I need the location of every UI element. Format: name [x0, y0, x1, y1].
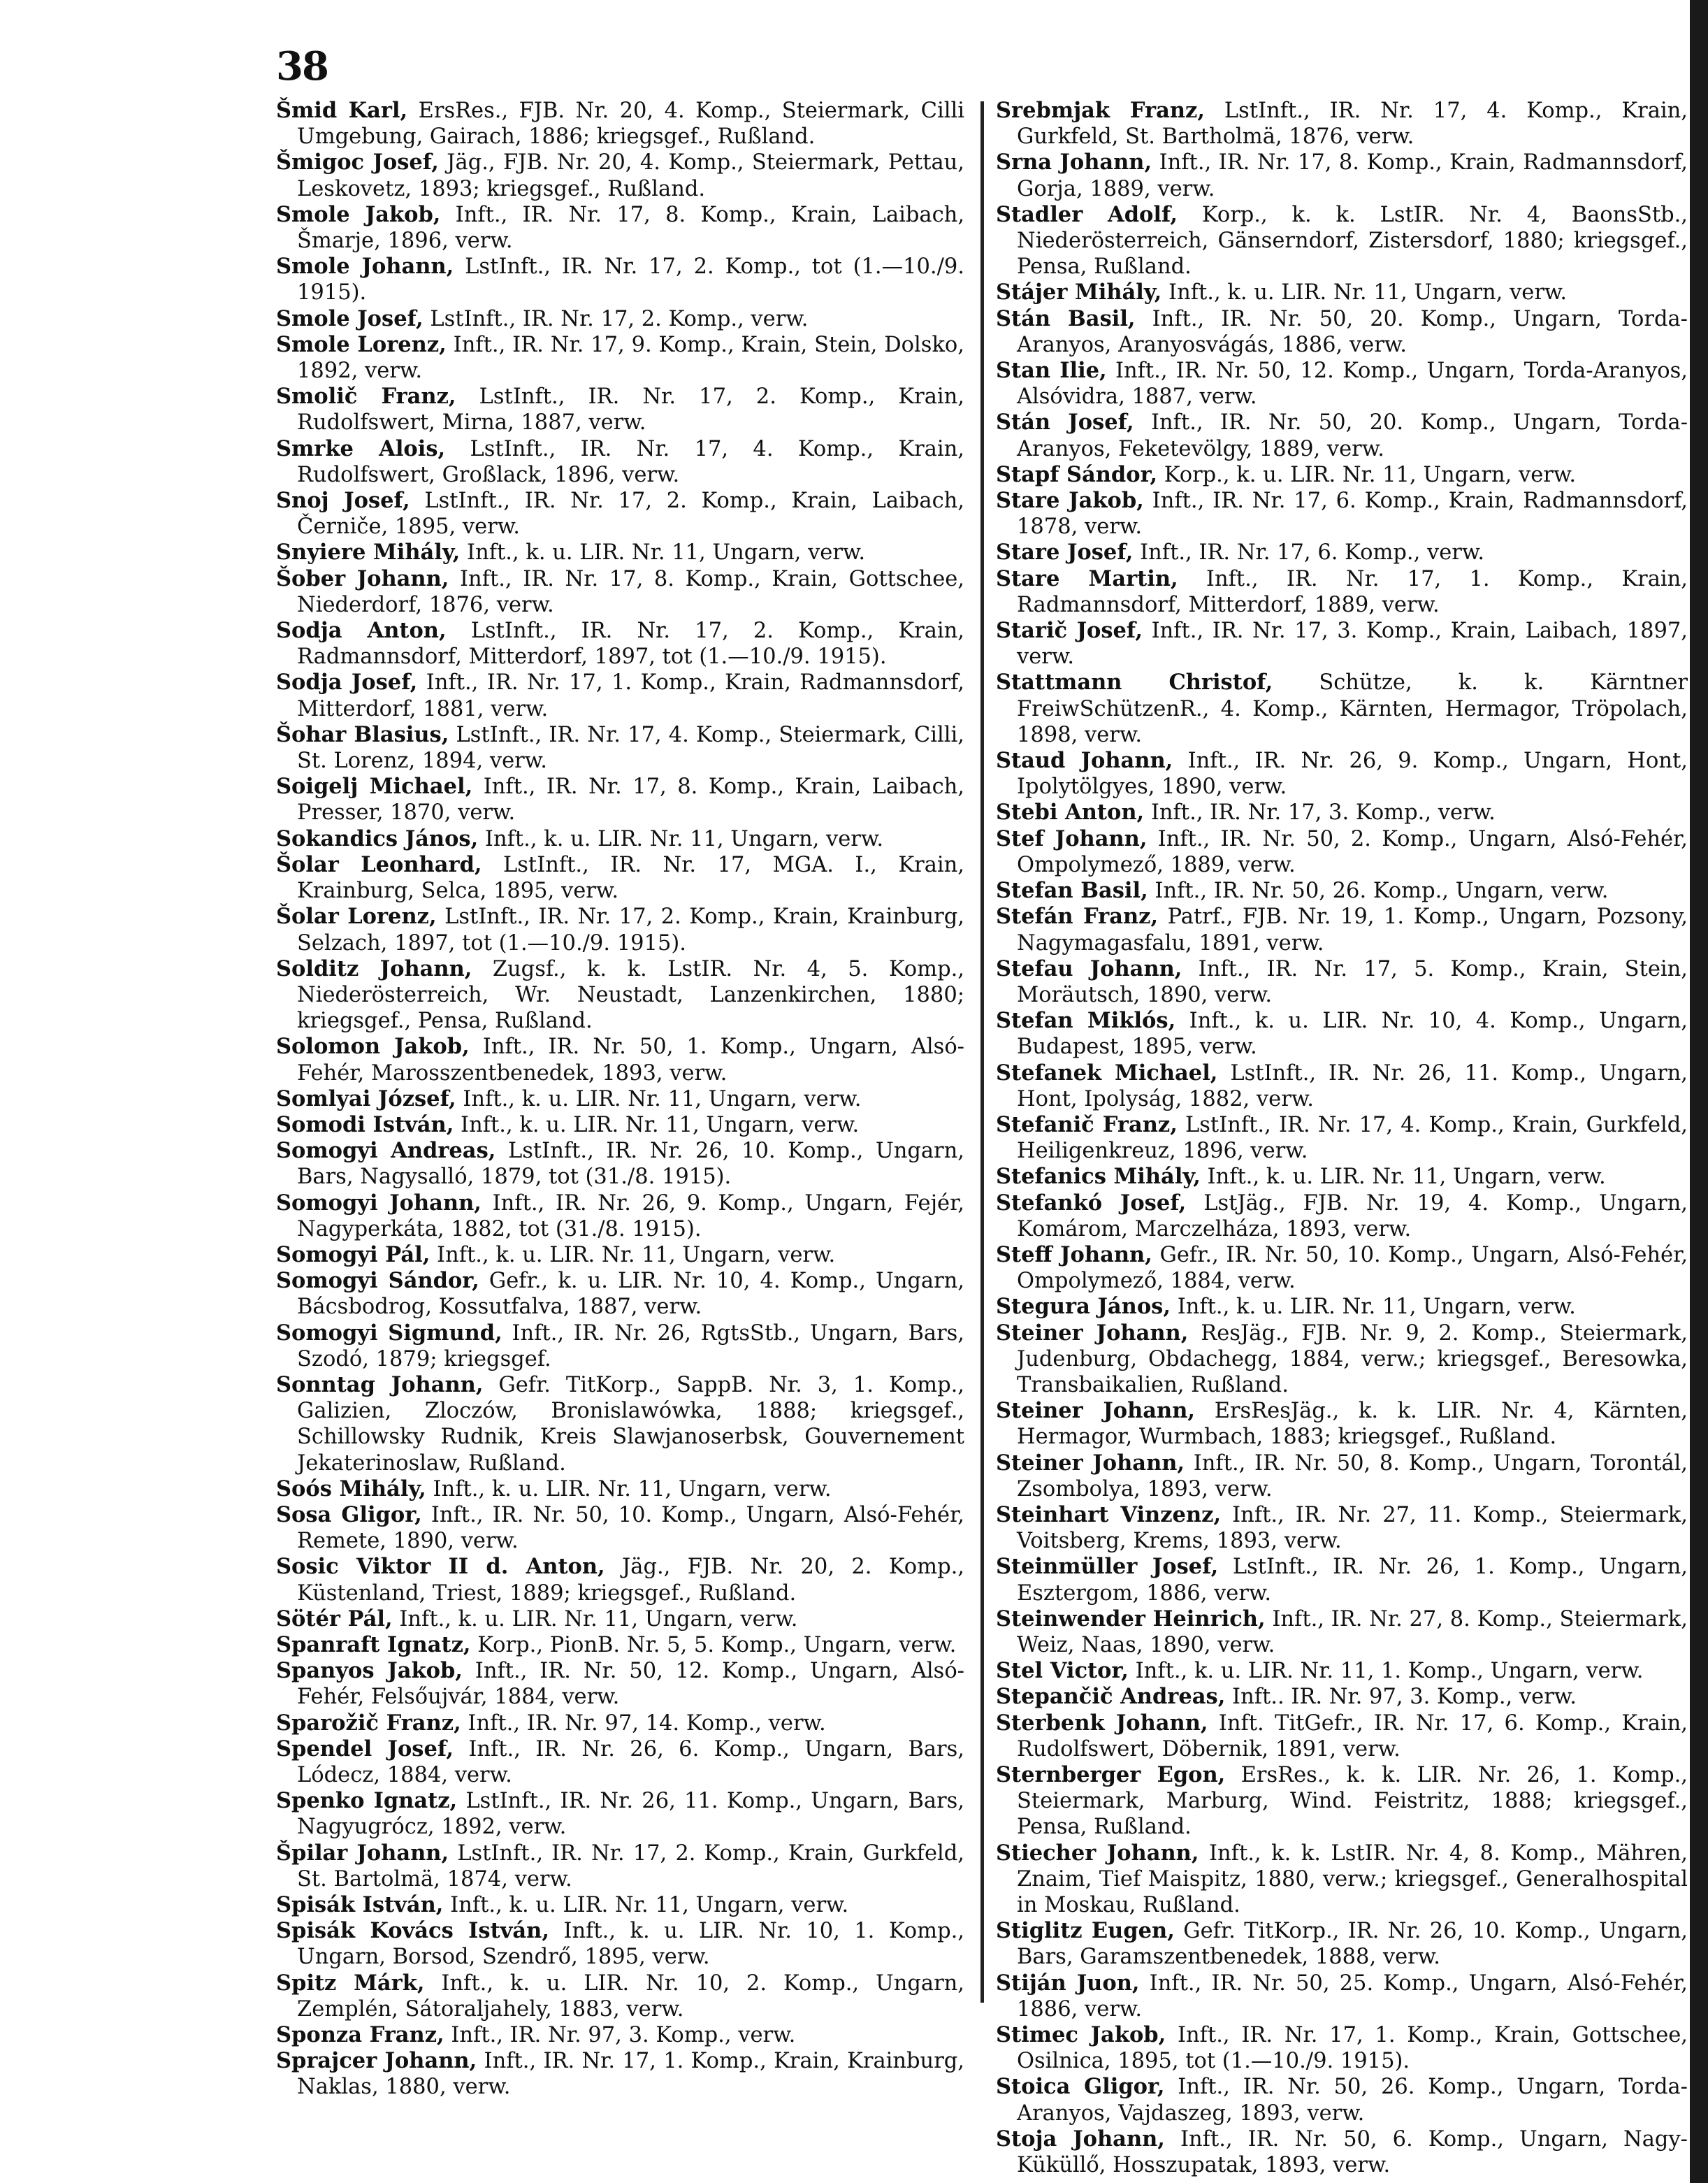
entry-name: Spanraft Ignatz,	[276, 1631, 471, 1657]
entry-name: Spenko Ignatz,	[276, 1788, 458, 1814]
entry-name: Stel Victor,	[996, 1658, 1129, 1684]
entry-details: Inft., IR. Nr. 26, 6. Komp., Ungarn, Bars, Lódecz, 1884, verw.	[297, 1736, 964, 1787]
list-entry	[996, 618, 1688, 670]
entry-details: Inft., IR. Nr. 50, 10. Komp., Ungarn, Alsó-Fehér, Remete, 1890, verw.	[297, 1502, 964, 1554]
entry-name: Somogyi Johann,	[276, 1190, 482, 1216]
list-entry	[996, 800, 1688, 826]
list-entry	[276, 1268, 964, 1320]
entry-details: Inft., k. u. LIR. Nr. 11, 1. Komp., Ungarn, verw.	[1135, 1659, 1644, 1684]
list-entry	[276, 566, 964, 618]
list-entry	[996, 540, 1688, 565]
entry-name: Spisák István,	[276, 1892, 444, 1918]
list-entry	[276, 1034, 964, 1086]
entry-details: Zugsf., k. k. LstIR. Nr. 4, 5. Komp., Niederösterreich, Wr. Neustadt, Lanzenkirchen, 1880; kriegsgef., Pensa, Rußland.	[297, 956, 964, 1034]
entry-details: Inft., k. u. LIR. Nr. 11, Ungarn, verw.	[1177, 1295, 1576, 1320]
entry-name: Stegura János,	[996, 1294, 1171, 1320]
page-number: 38	[276, 43, 328, 89]
entry-details: Inft., k. u. LIR. Nr. 11, Ungarn, verw.	[433, 1476, 832, 1501]
entry-details: Inft., IR. Nr. 97, 3. Komp., verw.	[451, 2023, 796, 2048]
entry-details: Inft., k. u. LIR. Nr. 11, Ungarn, verw.	[467, 540, 866, 565]
entry-name: Stoica Gligor,	[996, 2074, 1165, 2100]
entry-name: Solditz Johann,	[276, 956, 472, 981]
entry-name: Steiner Johann,	[996, 1398, 1196, 1424]
entry-name: Smolič Franz,	[276, 384, 456, 410]
list-entry	[276, 826, 964, 852]
entry-name: Stef Johann,	[996, 826, 1148, 851]
entry-name: Stiján Juon,	[996, 1970, 1140, 1996]
list-entry	[276, 384, 964, 435]
entry-name: Snoj Josef,	[276, 488, 410, 514]
entry-details: Jäg., FJB. Nr. 20, 4. Komp., Steiermark, Pettau, Leskovetz, 1893; kriegsgef., Rußland.	[297, 150, 964, 201]
entry-details: Jäg., FJB. Nr. 20, 2. Komp., Küstenland, Triest, 1889; kriegsgef., Rußland.	[297, 1555, 964, 1606]
entry-name: Stán Josef,	[996, 410, 1134, 435]
list-entry	[276, 1138, 964, 1190]
entry-name: Spitz Márk,	[276, 1970, 425, 1996]
entry-name: Steiner Johann,	[996, 1450, 1185, 1476]
entry-details: LstInft., IR. Nr. 17, 4. Komp., Krain, Rudolfswert, Großlack, 1896, verw.	[297, 436, 964, 487]
entry-name: Stebi Anton,	[996, 800, 1145, 826]
list-entry	[276, 1918, 964, 1970]
entry-details: Inft., k. k. LstIR. Nr. 4, 8. Komp., Mähren, Znaim, Tief Maispitz, 1880, verw.; kriegsgef., Generalhospital in Moskau, Rußland.	[1017, 1840, 1688, 1918]
entry-details: LstInft., IR. Nr. 17, 2. Komp., tot (1.—10./9. 1915).	[297, 254, 965, 305]
entry-details: Inft., IR. Nr. 50, 20. Komp., Ungarn, Torda-Aranyos, Feketevölgy, 1889, verw.	[1017, 410, 1688, 461]
entry-name: Šohar Blasius,	[276, 721, 449, 747]
entry-name: Srebmjak Franz,	[996, 98, 1205, 123]
list-entry	[996, 1450, 1688, 1502]
entry-name: Stiecher Johann,	[996, 1840, 1199, 1866]
entry-details: LstInft., IR. Nr. 17, 2. Komp., Krain, Gurkfeld, St. Bartolmä, 1874, verw.	[297, 1840, 964, 1892]
entry-name: Stefan Miklós,	[996, 1008, 1176, 1034]
entry-details: Inft., IR. Nr. 17, 8. Komp., Krain, Radmannsdorf, Gorja, 1889, verw.	[1017, 150, 1688, 201]
entry-name: Solomon Jakob,	[276, 1034, 470, 1060]
entry-details: Korp., PionB. Nr. 5, 5. Komp., Ungarn, verw.	[477, 1632, 957, 1657]
entry-name: Sprajcer Johann,	[276, 2048, 477, 2074]
entry-name: Stán Basil,	[996, 305, 1136, 331]
list-entry	[996, 1762, 1688, 1840]
entry-details: Inft., IR. Nr. 17, 3. Komp., verw.	[1150, 800, 1496, 826]
list-entry	[276, 1658, 964, 1710]
entry-details: Inft., IR. Nr. 17, 8. Komp., Krain, Gottschee, Niederdorf, 1876, verw.	[297, 566, 965, 617]
entry-details: Inft., IR. Nr. 97, 14. Komp., verw.	[468, 1710, 826, 1736]
entry-name: Somogyi Andreas,	[276, 1138, 496, 1164]
entry-details: Inft., IR. Nr. 27, 11. Komp., Steiermark, Voitsberg, Krems, 1893, verw.	[1017, 1502, 1688, 1554]
entry-name: Stare Martin,	[996, 565, 1178, 591]
list-entry	[276, 332, 964, 384]
entry-name: Stefanics Mihály,	[996, 1164, 1201, 1190]
entry-details: ErsRes., FJB. Nr. 20, 4. Komp., Steiermark, Cilli Umgebung, Gairach, 1886; kriegsgef., Rußland.	[297, 99, 964, 150]
list-entry	[996, 1840, 1688, 1919]
list-entry	[276, 1892, 964, 1918]
list-entry	[276, 956, 964, 1035]
list-entry	[276, 1736, 964, 1788]
entry-name: Šmigoc Josef,	[276, 150, 439, 175]
entry-details: LstInft., IR. Nr. 17, 4. Komp., Krain, Gurkfeld, St. Bartholmä, 1876, verw.	[1017, 99, 1688, 150]
list-entry	[276, 254, 964, 305]
entry-name: Steinwender Heinrich,	[996, 1606, 1266, 1631]
entry-name: Stefau Johann,	[996, 956, 1182, 981]
entry-name: Stare Josef,	[996, 540, 1134, 565]
entry-details: Gefr., k. u. LIR. Nr. 10, 4. Komp., Ungarn, Bácsbodrog, Kossutfalva, 1887, verw.	[297, 1269, 964, 1320]
entry-details: Inft., k. u. LIR. Nr. 10, 4. Komp., Ungarn, Budapest, 1895, verw.	[1017, 1009, 1688, 1060]
entry-name: Soós Mihály,	[276, 1476, 426, 1501]
entry-name: Sternberger Egon,	[996, 1762, 1226, 1787]
entry-name: Stefanič Franz,	[996, 1111, 1178, 1137]
column-divider	[980, 101, 984, 2003]
list-entry	[996, 1190, 1688, 1242]
list-entry	[996, 202, 1688, 280]
entry-details: Schütze, k. k. Kärntner FreiwSchützenR., 4. Komp., Kärnten, Hermagor, Tröpolach, 1898, verw.	[1017, 670, 1688, 747]
entry-details: LstInft., IR. Nr. 26, 1. Komp., Ungarn, Esztergom, 1886, verw.	[1017, 1555, 1688, 1606]
list-entry	[996, 462, 1688, 488]
entry-name: Stájer Mihály,	[996, 280, 1162, 305]
list-entry	[996, 2126, 1688, 2178]
entry-details: Inft., IR. Nr. 50, 6. Komp., Ungarn, Nagy-Küküllő, Hosszupatak, 1893, verw.	[1017, 2126, 1688, 2178]
entry-details: Inft., k. u. LIR. Nr. 11, Ungarn, verw.	[463, 1086, 862, 1111]
list-entry	[996, 1684, 1688, 1710]
entry-details: Inft., IR. Nr. 17, 9. Komp., Krain, Stein, Dolsko, 1892, verw.	[297, 332, 964, 384]
list-entry	[276, 1372, 964, 1476]
list-entry	[276, 852, 964, 904]
entry-details: Inft., IR. Nr. 50, 12. Komp., Ungarn, Torda-Aranyos, Alsóvidra, 1887, verw.	[1017, 359, 1688, 410]
list-entry	[276, 618, 964, 670]
entry-name: Steinhart Vinzenz,	[996, 1501, 1222, 1527]
entry-details: Inft., k. u. LIR. Nr. 10, 2. Komp., Ungarn, Zemplén, Sátoraljahely, 1883, verw.	[297, 1971, 964, 2022]
list-entry	[996, 956, 1688, 1008]
list-entry	[996, 904, 1688, 956]
entry-details: Inft., IR. Nr. 50, 20. Komp., Ungarn, Torda-Aranyos, Aranyosvágás, 1886, verw.	[1017, 306, 1688, 357]
list-entry	[276, 670, 964, 721]
entry-name: Stefankó Josef,	[996, 1190, 1187, 1216]
entry-details: LstInft., IR. Nr. 17, 2. Komp., Krain, Rudolfswert, Mirna, 1887, verw.	[297, 384, 964, 435]
list-entry	[996, 2074, 1688, 2126]
list-entry	[996, 1320, 1688, 1399]
entry-name: Steinmüller Josef,	[996, 1554, 1219, 1580]
list-entry	[276, 1502, 964, 1554]
list-entry	[276, 1788, 964, 1840]
entry-name: Starič Josef,	[996, 618, 1143, 644]
entry-details: Korp., k. u. LIR. Nr. 11, Ungarn, verw.	[1164, 462, 1577, 487]
left-column	[276, 98, 964, 2101]
entry-details: Inft., k. u. LIR. Nr. 11, Ungarn, verw.	[437, 1242, 836, 1267]
entry-details: Inft., k. u. LIR. Nr. 11, Ungarn, verw.	[484, 826, 884, 851]
entry-name: Sosa Gligor,	[276, 1501, 422, 1527]
list-entry	[276, 1086, 964, 1112]
entry-name: Šober Johann,	[276, 565, 449, 591]
entry-details: LstJäg., FJB. Nr. 19, 4. Komp., Ungarn, Komárom, Marczelháza, 1893, verw.	[1017, 1190, 1688, 1241]
list-entry	[996, 358, 1688, 410]
entry-name: Sosic Viktor II d. Anton,	[276, 1554, 605, 1580]
list-entry	[996, 150, 1688, 201]
entry-name: Smole Jakob,	[276, 201, 441, 227]
entry-details: ErsRes., k. k. LIR. Nr. 26, 1. Komp., Steiermark, Marburg, Wind. Feistritz, 1888; kriegsgef., Pensa, Rußland.	[1017, 1763, 1688, 1840]
entry-details: Korp., k. k. LstIR. Nr. 4, BaonsStb., Niederösterreich, Gänserndorf, Zistersdorf, 1880; kriegsgef., Pensa, Rußland.	[1017, 202, 1688, 280]
entry-name: Stattmann Christof,	[996, 670, 1273, 696]
entry-details: Inft., k. u. LIR. Nr. 11, Ungarn, verw.	[461, 1112, 860, 1137]
entry-details: Inft., IR. Nr. 17, 3. Komp., Krain, Laibach, 1897, verw.	[1017, 619, 1688, 670]
list-entry	[276, 1476, 964, 1502]
list-entry	[996, 1710, 1688, 1762]
entry-name: Srna Johann,	[996, 150, 1152, 175]
entry-details: LstInft., IR. Nr. 26, 11. Komp., Ungarn, Hont, Ipolyság, 1882, verw.	[1017, 1060, 1688, 1111]
list-entry	[996, 1294, 1688, 1320]
entry-name: Steff Johann,	[996, 1241, 1152, 1267]
entry-details: Gefr., IR. Nr. 50, 10. Komp., Ungarn, Alsó-Fehér, Ompolymező, 1884, verw.	[1017, 1242, 1688, 1294]
entry-details: Inft., IR. Nr. 17, 8. Komp., Krain, Laibach, Presser, 1870, verw.	[297, 775, 964, 826]
entry-details: Patrf., FJB. Nr. 19, 1. Komp., Ungarn, Pozsony, Nagymagasfalu, 1891, verw.	[1017, 905, 1688, 956]
entry-name: Stadler Adolf,	[996, 201, 1178, 227]
entry-details: Inft., IR. Nr. 17, 5. Komp., Krain, Stein, Moräutsch, 1890, verw.	[1017, 956, 1688, 1007]
list-entry	[996, 306, 1688, 358]
entry-details: Gefr. TitKorp., IR. Nr. 26, 10. Komp., Ungarn, Bars, Garamszentbenedek, 1888, verw.	[1017, 1919, 1688, 1970]
entry-name: Stefanek Michael,	[996, 1060, 1218, 1086]
entry-details: Inft., IR. Nr. 17, 8. Komp., Krain, Laibach, Šmarje, 1896, verw.	[297, 202, 965, 254]
entry-name: Snyiere Mihály,	[276, 540, 461, 565]
entry-name: Somogyi Sigmund,	[276, 1320, 502, 1346]
list-entry	[996, 98, 1688, 150]
entry-details: LstInft., IR. Nr. 17, MGA. I., Krain, Krainburg, Selca, 1895, verw.	[297, 852, 964, 904]
scan-edge	[1690, 0, 1708, 2183]
list-entry	[276, 904, 964, 956]
entry-name: Stoja Johann,	[996, 2126, 1165, 2152]
entry-details: Inft., k. u. LIR. Nr. 11, Ungarn, verw.	[399, 1606, 798, 1631]
entry-details: LstInft., IR. Nr. 26, 10. Komp., Ungarn, Bars, Nagysalló, 1879, tot (31./8. 1915).	[297, 1139, 964, 1190]
list-entry	[276, 488, 964, 540]
entry-details: Inft., IR. Nr. 17, 1. Komp., Krain, Gottschee, Osilnica, 1895, tot (1.—10./9. 1915).	[1017, 2023, 1688, 2074]
entry-name: Sötér Pál,	[276, 1606, 393, 1631]
entry-name: Smole Johann,	[276, 254, 454, 280]
list-entry	[996, 2022, 1688, 2074]
entry-name: Smole Lorenz,	[276, 331, 447, 357]
list-entry	[996, 748, 1688, 800]
list-entry	[996, 488, 1688, 540]
entry-details: LstInft., IR. Nr. 17, 2. Komp., Krain, Laibach, Černiče, 1895, verw.	[297, 489, 964, 540]
entry-name: Stefán Franz,	[996, 904, 1159, 930]
list-entry	[996, 1918, 1688, 1970]
entry-details: LstInft., IR. Nr. 26, 11. Komp., Ungarn, Bars, Nagyugrócz, 1892, verw.	[297, 1789, 964, 1840]
entry-name: Šmid Karl,	[276, 98, 408, 123]
list-entry	[996, 1971, 1688, 2022]
entry-name: Stapf Sándor,	[996, 461, 1158, 487]
list-entry	[276, 1190, 964, 1242]
entry-name: Stan Ilie,	[996, 358, 1107, 384]
entry-details: Gefr. TitKorp., SappB. Nr. 3, 1. Komp., Galizien, Zloczów, Bronislawówka, 1888; kriegsgef., Schillowsky Rudnik, Kreis Slawjanoserbsk, Gouvernement Jekaterinoslaw, Rußland.	[297, 1372, 964, 1476]
entry-name: Sparožič Franz,	[276, 1710, 461, 1736]
entry-name: Sodja Josef,	[276, 670, 418, 696]
list-entry	[996, 410, 1688, 461]
entry-name: Somogyi Sándor,	[276, 1268, 479, 1294]
entry-name: Šolar Lorenz,	[276, 904, 437, 930]
entry-name: Spendel Josef,	[276, 1736, 454, 1761]
list-entry	[276, 202, 964, 254]
entry-details: Inft., k. u. LIR. Nr. 11, Ungarn, verw.	[1207, 1165, 1606, 1190]
entry-details: Inft., IR. Nr. 26, RgtsStb., Ungarn, Bars, Szodó, 1879; kriegsgef.	[297, 1320, 964, 1371]
list-entry	[276, 2048, 964, 2100]
entry-name: Somlyai József,	[276, 1086, 456, 1111]
entry-name: Smole Josef,	[276, 305, 424, 331]
entry-name: Špilar Johann,	[276, 1840, 449, 1866]
list-entry	[276, 1710, 964, 1736]
list-entry	[996, 1112, 1688, 1164]
entry-details: LstInft., IR. Nr. 17, 2. Komp., Krain, Radmannsdorf, Mitterdorf, 1897, tot (1.—10./9. 1915).	[297, 619, 964, 670]
list-entry	[996, 566, 1688, 618]
entry-name: Spanyos Jakob,	[276, 1658, 463, 1684]
entry-name: Somogyi Pál,	[276, 1241, 430, 1267]
entry-details: Inft., IR. Nr. 17, 6. Komp., verw.	[1140, 540, 1485, 565]
list-entry	[276, 2022, 964, 2048]
list-entry	[996, 1606, 1688, 1658]
entry-name: Steiner Johann,	[996, 1320, 1189, 1346]
entry-details: Inft., IR. Nr. 50, 26. Komp., Ungarn, Torda-Aranyos, Vajdaszeg, 1893, verw.	[1017, 2075, 1688, 2126]
list-entry	[996, 1658, 1688, 1684]
entry-details: LstInft., IR. Nr. 17, 2. Komp., Krain, Krainburg, Selzach, 1897, tot (1.—10./9. 1915).	[297, 905, 964, 956]
entry-name: Stefan Basil,	[996, 878, 1148, 904]
list-entry	[276, 1554, 964, 1606]
list-entry	[276, 774, 964, 826]
entry-name: Spisák Kovács István,	[276, 1918, 549, 1944]
list-entry	[276, 1606, 964, 1632]
entry-name: Sokandics János,	[276, 826, 479, 851]
entry-details: Inft., k. u. LIR. Nr. 10, 1. Komp., Ungarn, Borsod, Szendrő, 1895, verw.	[297, 1919, 964, 1970]
list-entry	[996, 1554, 1688, 1606]
entry-name: Staud Johann,	[996, 748, 1173, 774]
entry-details: ResJäg., FJB. Nr. 9, 2. Komp., Steiermark, Judenburg, Obdachegg, 1884, verw.; kriegsgef., Beresowka, Transbaikalien, Rußland.	[1017, 1320, 1688, 1397]
entry-name: Smrke Alois,	[276, 435, 446, 461]
entry-details: Inft., IR. Nr. 26, 9. Komp., Ungarn, Fejér, Nagyperkáta, 1882, tot (31./8. 1915).	[297, 1190, 965, 1241]
list-entry	[276, 722, 964, 774]
entry-name: Stare Jakob,	[996, 488, 1144, 514]
list-entry	[996, 670, 1688, 748]
list-entry	[996, 826, 1688, 878]
entry-name: Somodi István,	[276, 1111, 454, 1137]
entry-name: Soigelj Michael,	[276, 774, 473, 800]
list-entry	[996, 280, 1688, 305]
list-entry	[276, 150, 964, 201]
list-entry	[996, 1502, 1688, 1554]
entry-details: LstInft., IR. Nr. 17, 2. Komp., verw.	[430, 306, 809, 331]
list-entry	[276, 436, 964, 488]
entry-name: Stiglitz Eugen,	[996, 1918, 1175, 1944]
entry-details: Inft. TitGefr., IR. Nr. 17, 6. Komp., Krain, Rudolfswert, Döbernik, 1891, verw.	[1017, 1710, 1688, 1761]
list-entry	[996, 1242, 1688, 1294]
list-entry	[276, 98, 964, 150]
entry-details: Inft., IR. Nr. 17, 1. Komp., Krain, Krainburg, Naklas, 1880, verw.	[297, 2049, 964, 2100]
entry-details: Inft., IR. Nr. 50, 8. Komp., Ungarn, Torontál, Zsombolya, 1893, verw.	[1017, 1450, 1688, 1501]
entry-details: LstInft., IR. Nr. 17, 4. Komp., Krain, Gurkfeld, Heiligenkreuz, 1896, verw.	[1017, 1112, 1688, 1164]
entry-details: Inft., IR. Nr. 17, 6. Komp., Krain, Radmannsdorf, 1878, verw.	[1017, 489, 1688, 540]
entry-name: Sonntag Johann,	[276, 1371, 484, 1397]
list-entry	[996, 1164, 1688, 1190]
entry-name: Sponza Franz,	[276, 2022, 444, 2048]
entry-details: Inft., IR. Nr. 50, 25. Komp., Ungarn, Alsó-Fehér, 1886, verw.	[1017, 1971, 1688, 2022]
entry-details: Inft.. IR. Nr. 97, 3. Komp., verw.	[1232, 1685, 1577, 1710]
entry-details: Inft., k. u. LIR. Nr. 11, Ungarn, verw.	[1168, 280, 1568, 305]
entry-name: Sodja Anton,	[276, 618, 447, 644]
right-column	[996, 98, 1688, 2178]
entry-name: Stepančič Andreas,	[996, 1684, 1226, 1710]
list-entry	[276, 1242, 964, 1268]
list-entry	[276, 306, 964, 332]
entry-details: LstInft., IR. Nr. 17, 4. Komp., Steiermark, Cilli, St. Lorenz, 1894, verw.	[297, 722, 964, 774]
entry-details: Inft., IR. Nr. 50, 12. Komp., Ungarn, Alsó-Fehér, Felsőujvár, 1884, verw.	[297, 1659, 964, 1710]
list-entry	[996, 1060, 1688, 1112]
list-entry	[276, 1320, 964, 1372]
entry-details: Inft., IR. Nr. 50, 26. Komp., Ungarn, verw.	[1155, 879, 1609, 904]
entry-details: Inft., IR. Nr. 27, 8. Komp., Steiermark, Weiz, Naas, 1890, verw.	[1017, 1606, 1688, 1657]
entry-details: Inft., k. u. LIR. Nr. 11, Ungarn, verw.	[450, 1893, 849, 1918]
entry-name: Šolar Leonhard,	[276, 851, 482, 877]
list-entry	[276, 1971, 964, 2022]
list-entry	[276, 540, 964, 565]
entry-name: Stimec Jakob,	[996, 2022, 1166, 2048]
list-entry	[996, 1398, 1688, 1450]
list-entry	[996, 878, 1688, 904]
list-entry	[996, 1008, 1688, 1060]
entry-details: Inft., IR. Nr. 17, 1. Komp., Krain, Radmannsdorf, Mitterdorf, 1889, verw.	[1017, 566, 1688, 617]
list-entry	[276, 1632, 964, 1658]
entry-details: Inft., IR. Nr. 26, 9. Komp., Ungarn, Hont, Ipolytölgyes, 1890, verw.	[1017, 749, 1688, 800]
list-entry	[276, 1112, 964, 1138]
entry-details: Inft., IR. Nr. 17, 1. Komp., Krain, Radmannsdorf, Mitterdorf, 1881, verw.	[297, 670, 964, 721]
entry-details: Inft., IR. Nr. 50, 2. Komp., Ungarn, Alsó-Fehér, Ompolymező, 1889, verw.	[1017, 826, 1688, 877]
entry-name: Sterbenk Johann,	[996, 1710, 1208, 1736]
entry-details: Inft., IR. Nr. 50, 1. Komp., Ungarn, Alsó-Fehér, Marosszentbenedek, 1893, verw.	[297, 1035, 964, 1086]
list-entry	[276, 1840, 964, 1892]
entry-details: ErsResJäg., k. k. LIR. Nr. 4, Kärnten, Hermagor, Wurmbach, 1883; kriegsgef., Rußland.	[1017, 1399, 1688, 1450]
